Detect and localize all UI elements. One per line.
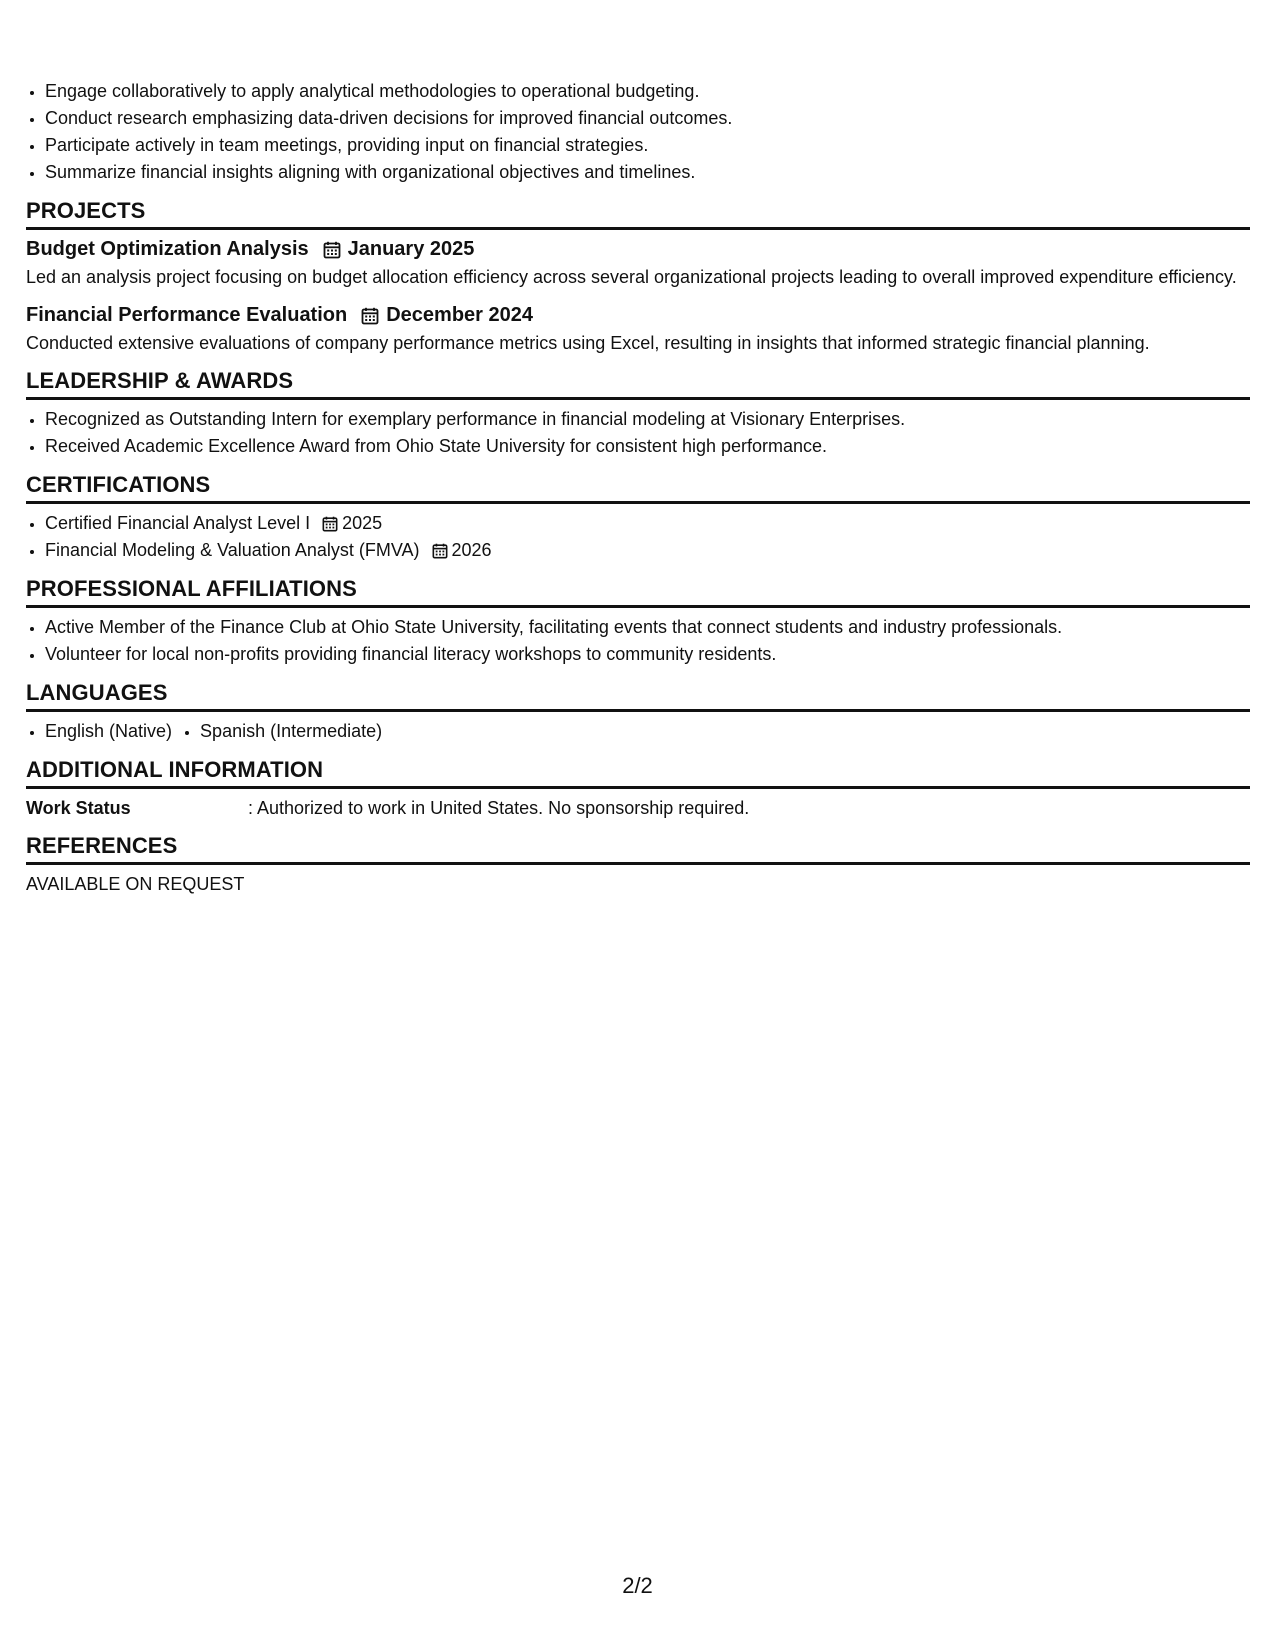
list-item: [45, 537, 1250, 564]
languages-section: [26, 680, 1250, 745]
project-date: January 2025: [347, 238, 475, 260]
section-divider: [26, 709, 1250, 712]
list-item: • Recognized as Outstanding Intern for exemplary performance in financial modeling at Visionary Enterprises.: [45, 406, 1250, 433]
section-title-certifications: CERTIFICATIONS: [26, 472, 211, 497]
project-header: [26, 236, 1250, 263]
section-title-affiliations: PROFESSIONAL AFFILIATIONS: [26, 576, 357, 601]
leadership-bullets: [26, 406, 1250, 460]
project-name: Financial Performance Evaluation: [26, 304, 348, 326]
section-divider: [26, 397, 1250, 400]
section-title-references: REFERENCES: [26, 833, 178, 858]
list-item: • Summarize financial insights aligning with organizational objectives and timelines.: [45, 159, 1250, 186]
section-divider: [26, 501, 1250, 504]
list-item: • Engage collaboratively to apply analytical methodologies to operational budgeting.: [45, 78, 1250, 105]
section-divider: [26, 227, 1250, 230]
section-divider: [26, 605, 1250, 608]
references-text: AVAILABLE ON REQUEST: [26, 874, 245, 894]
section-title-leadership: LEADERSHIP & AWARDS: [26, 368, 294, 393]
section-divider: [26, 786, 1250, 789]
page-indicator: 2/2: [622, 1573, 653, 1598]
projects-section: [26, 198, 1250, 356]
calendar-icon: [432, 543, 448, 559]
list-item: • Participate actively in team meetings, providing input on financial strategies.: [45, 132, 1250, 159]
project-name: Budget Optimization Analysis: [26, 238, 309, 260]
resume-content: [26, 78, 1250, 897]
affiliations-section: [26, 576, 1250, 668]
references-section: [26, 833, 1250, 897]
work-status-row: [26, 795, 1250, 821]
list-item: • Conduct research emphasizing data-driven decisions for improved financial outcomes.: [45, 105, 1250, 132]
leadership-section: [26, 368, 1250, 460]
project-date: December 2024: [386, 304, 533, 326]
calendar-icon: [323, 241, 341, 259]
certification-name: • Certified Financial Analyst Level I: [45, 513, 311, 533]
project-description: Led an analysis project focusing on budget allocation efficiency across several organizational projects leading to overall improved expenditure efficiency.: [26, 267, 1237, 287]
calendar-icon: [361, 307, 379, 325]
section-divider: [26, 862, 1250, 865]
experience-bullets: [26, 78, 1250, 186]
work-status-label: Work Status: [26, 798, 131, 818]
certifications-list: [26, 510, 1250, 564]
certification-year: 2025: [342, 513, 383, 533]
list-item: • Volunteer for local non-profits providing financial literacy workshops to community residents.: [45, 641, 1250, 668]
languages-list: [26, 718, 1250, 745]
certification-name: • Financial Modeling & Valuation Analyst (FMVA): [45, 540, 420, 560]
language-item: • English (Native): [45, 718, 172, 745]
certification-year: 2026: [451, 540, 492, 560]
affiliations-bullets: [26, 614, 1250, 668]
section-title-projects: PROJECTS: [26, 198, 146, 223]
certifications-section: [26, 472, 1250, 564]
list-item: [45, 510, 1250, 537]
work-status-value: : Authorized to work in United States. No sponsorship required.: [248, 798, 750, 818]
language-item: • Spanish (Intermediate): [200, 718, 382, 745]
project-description: Conducted extensive evaluations of company performance metrics using Excel, resulting in insights that informed strategic financial planning.: [26, 333, 1150, 353]
list-item: • Active Member of the Finance Club at Ohio State University, facilitating events that connect students and industry professionals.: [45, 614, 1250, 641]
project-header: [26, 302, 1250, 329]
project-item: [26, 236, 1250, 290]
project-item: [26, 302, 1250, 356]
section-title-additional: ADDITIONAL INFORMATION: [26, 757, 324, 782]
additional-section: [26, 757, 1250, 821]
list-item: • Received Academic Excellence Award from Ohio State University for consistent high performance.: [45, 433, 1250, 460]
calendar-icon: [322, 516, 338, 532]
section-title-languages: LANGUAGES: [26, 680, 168, 705]
